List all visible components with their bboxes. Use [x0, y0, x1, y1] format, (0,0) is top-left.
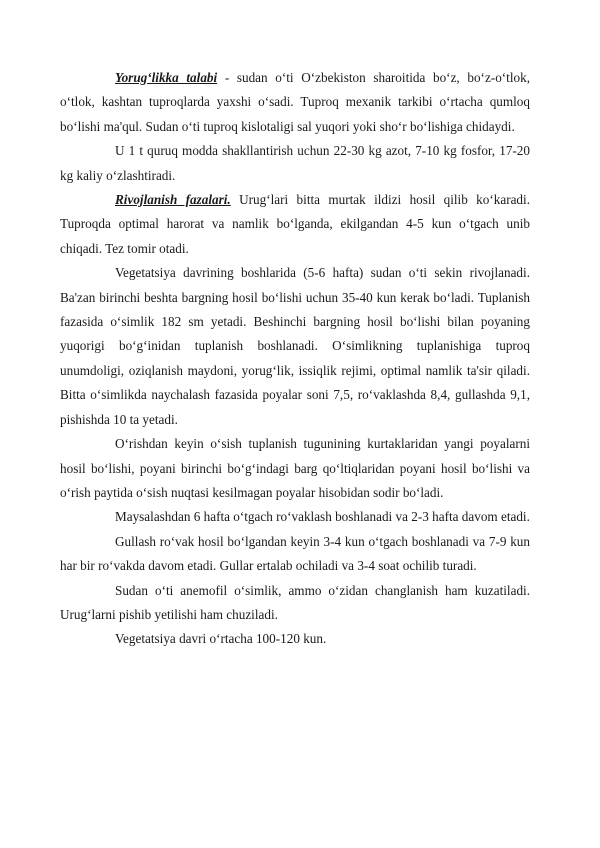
- paragraph-text: Vegetatsiya davrining boshlarida (5-6 hafta) sudan o‘ti sekin rivojlanadi. Ba'zan birinchi beshta bargning hosil bo‘lishi uchun 35-40 kun kerak bo‘ladi. Tuplanish fazasida o‘simlik 182 sm yetadi. Beshinchi bargning hosil bo‘lishi bilan poyaning yuqorigi bo‘g‘inidan tuplanish boshlanadi. O‘simlikning tuplanishiga tuproq unumdoligi, oziqlanish maydoni, yorug‘lik, issiqlik rejimi, optimal namlik ta'sir qiladi. Bitta o‘simlikda naychalash fazasida poyalar soni 7,5, ro‘vaklashda 8,4, gullashda 9,1, pishishda 10 ta yetadi.: [60, 265, 530, 427]
- paragraph-text: O‘rishdan keyin o‘sish tuplanish tugunining kurtaklaridan yangi poyalarni hosil bo‘lishi, poyani birinchi bo‘g‘indagi barg qo‘ltiqlaridan poyani hosil bo‘lishi va o‘rish paytida o‘sish nuqtasi kesilmagan poyalar hisobidan sodir bo‘ladi.: [60, 436, 530, 500]
- paragraph-text: U 1 t quruq modda shakllantirish uchun 22-30 kg azot, 7-10 kg fosfor, 17-20 kg kaliy o‘zlashtiradi.: [60, 143, 530, 183]
- paragraph-text: Sudan o‘ti anemofil o‘simlik, ammo o‘zidan changlanish ham kuzatiladi. Urug‘larni pishib yetilishi ham chuziladi.: [60, 582, 530, 622]
- paragraph-flowering: [60, 530, 530, 579]
- section-term-light: Yorug‘likka talabi: [115, 70, 218, 85]
- paragraph-light-requirement: [60, 66, 530, 139]
- paragraph-vegetation-period: [60, 627, 530, 651]
- paragraph-pollination: [60, 579, 530, 628]
- paragraph-text: Maysalashdan 6 hafta o‘tgach ro‘vaklash boshlanadi va 2-3 hafta davom etadi.: [115, 509, 530, 525]
- paragraph-text: - sudan o‘ti O‘zbekiston sharoitida bo‘z, bo‘z-o‘tlok, o‘tlok, kashtan tuproqlarda yaxshi o‘sadi. Tuproq mexanik tarkibi o‘rtacha qumloq bo‘lishi ma'qul. Sudan o‘ti tuproq kislotaligi sal yuqori yoki sho‘r bo‘lishiga chidaydi.: [60, 70, 530, 134]
- paragraph-nutrients: [60, 139, 530, 188]
- paragraph-vegetation-start: [60, 261, 530, 432]
- paragraph-panicle: [60, 505, 530, 529]
- section-term-phases: Rivojlanish fazalari.: [115, 192, 231, 208]
- paragraph-text: Urug‘lari bitta murtak ildizi hosil qilib ko‘karadi. Tuproqda optimal harorat va namlik bo‘lganda, ekilgandan 4-5 kun o‘tgach unib chiqadi. Tez tomir otadi.: [60, 192, 530, 256]
- document-page: [60, 66, 530, 652]
- paragraph-text: Vegetatsiya davri o‘rtacha 100-120 kun.: [115, 631, 327, 647]
- paragraph-regrowth: [60, 432, 530, 505]
- paragraph-development-phases: [60, 188, 530, 261]
- paragraph-text: Gullash ro‘vak hosil bo‘lgandan keyin 3-4 kun o‘tgach boshlanadi va 7-9 kun har bir ro‘vakda davom etadi. Gullar ertalab ochiladi va 3-4 soat ochilib turadi.: [60, 533, 530, 574]
